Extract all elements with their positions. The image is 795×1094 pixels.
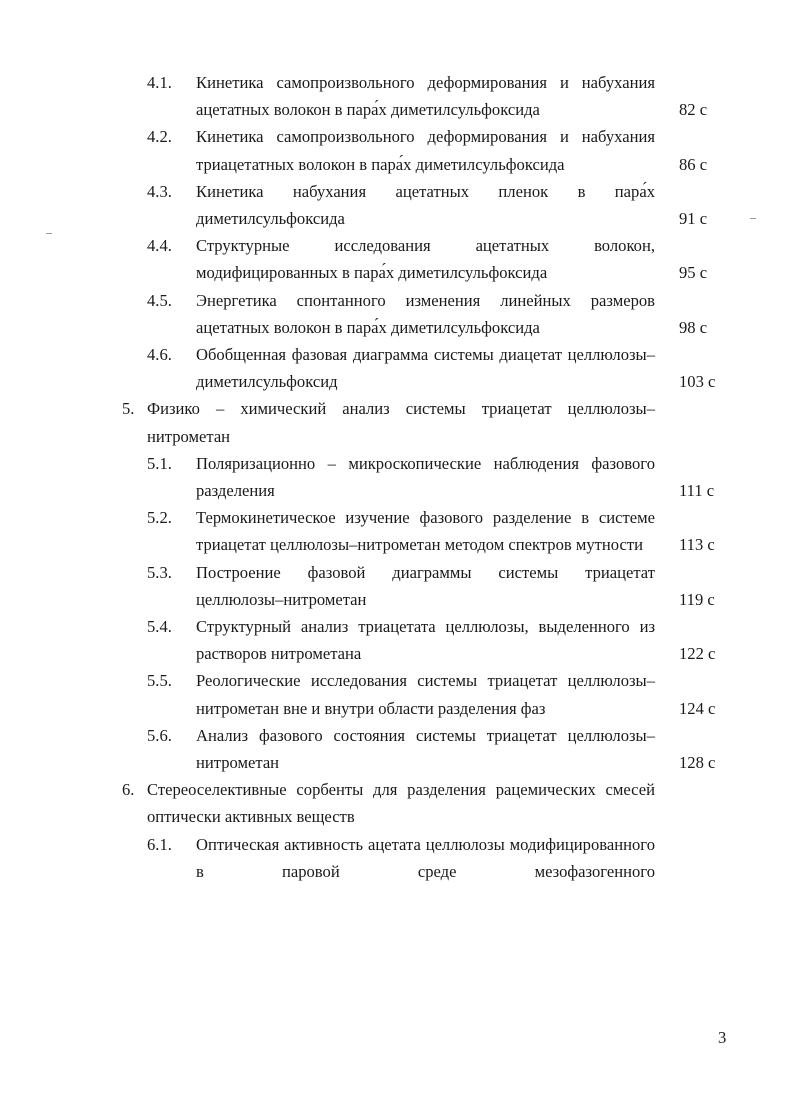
entry-title: Энергетика спонтанного изменения линейных размеров ацетатных волокон в пара́х диметилсульфоксида bbox=[196, 290, 655, 337]
toc-entry-5-1 bbox=[0, 450, 795, 504]
entry-page: 82 с bbox=[679, 100, 708, 120]
entry-title: Кинетика самопроизвольного деформирования и набухания триацетатных волокон в пара́х диметилсульфоксида bbox=[196, 127, 655, 174]
entry-number: 5.6. bbox=[147, 725, 172, 745]
toc-entry-5-3 bbox=[0, 559, 795, 613]
toc-entry-4-2 bbox=[0, 123, 795, 177]
entry-number: 5.4. bbox=[147, 617, 172, 637]
entry-number: 4.5. bbox=[147, 290, 172, 310]
toc-entry-4-5 bbox=[0, 287, 795, 341]
entry-title: Поляризационно – микроскопические наблюдения фазового разделения bbox=[196, 453, 655, 501]
entry-page: 122 с bbox=[679, 644, 716, 664]
entry-page: 128 с bbox=[679, 753, 716, 773]
entry-number: 6.1. bbox=[147, 834, 172, 854]
page-number: 3 bbox=[718, 1028, 727, 1047]
entry-title: Обобщенная фазовая диаграмма системы диацетат целлюлозы–диметилсульфоксид bbox=[196, 345, 655, 392]
toc-entry-4-1 bbox=[0, 69, 795, 123]
entry-page: 124 с bbox=[679, 698, 716, 718]
entry-title: Построение фазовой диаграммы системы триацетат целлюлозы–нитрометан bbox=[196, 562, 655, 609]
entry-number: 5.5. bbox=[147, 671, 172, 691]
entry-page: 111 с bbox=[679, 481, 715, 501]
entry-page: 91 с bbox=[679, 209, 708, 229]
entry-number: 4.1. bbox=[147, 73, 172, 92]
entry-title: Кинетика набухания ацетатных пленок в пара́х диметилсульфоксида bbox=[196, 181, 655, 229]
toc-entry-5-6 bbox=[0, 722, 795, 776]
entry-title: Оптическая активность ацетата целлюлозы модифицированного в паровой среде мезофазогенного bbox=[196, 834, 655, 881]
entry-number: 5.2. bbox=[147, 508, 172, 528]
entry-title: Термокинетическое изучение фазового разделение в системе триацетат целлюлозы–нитрометан методом спектров мутности bbox=[196, 508, 655, 555]
entry-title: Анализ фазового состояния системы триацетат целлюлозы–нитрометан bbox=[196, 725, 655, 773]
section-title: Физико – химический анализ системы триацетат целлюлозы–нитрометан bbox=[147, 399, 655, 446]
toc-entry-4-3 bbox=[0, 178, 795, 232]
entry-number: 4.3. bbox=[147, 181, 172, 201]
entry-page: 113 с bbox=[679, 535, 715, 555]
section-title: Стереоселективные сорбенты для разделения рацемических смесей оптически активных веществ bbox=[147, 780, 655, 827]
entry-page: 119 с bbox=[679, 589, 715, 609]
toc-entry-6-1 bbox=[0, 831, 795, 885]
entry-title: Структурный анализ триацетата целлюлозы, выделенного из растворов нитрометана bbox=[196, 617, 655, 664]
entry-number: 4.4. bbox=[147, 236, 172, 256]
toc-entry-5-2 bbox=[0, 504, 795, 558]
entry-page: 103 с bbox=[679, 372, 716, 392]
entry-title: Реологические исследования системы триацетат целлюлозы–нитрометан вне и внутри области разделения фаз bbox=[196, 671, 655, 718]
section-number: 6. bbox=[122, 780, 135, 800]
entry-number: 4.6. bbox=[147, 345, 172, 365]
entry-page: 95 с bbox=[679, 263, 708, 283]
entry-title: Структурные исследования ацетатных волокон, модифицированных в пара́х диметилсульфоксида bbox=[196, 236, 655, 283]
entry-title: Кинетика самопроизвольного деформирования и набухания ацетатных волокон в пара́х диметилсульфоксида bbox=[196, 73, 655, 120]
table-of-contents bbox=[0, 69, 795, 885]
toc-entry-5-5 bbox=[0, 667, 795, 721]
entry-number: 4.2. bbox=[147, 127, 172, 147]
toc-entry-5-4 bbox=[0, 613, 795, 667]
toc-entry-4-4 bbox=[0, 232, 795, 286]
entry-number: 5.3. bbox=[147, 562, 172, 582]
entry-page: 98 с bbox=[679, 317, 708, 337]
toc-section-6 bbox=[0, 776, 795, 830]
section-number: 5. bbox=[122, 399, 135, 419]
toc-entry-4-6 bbox=[0, 341, 795, 395]
entry-page: 86 с bbox=[679, 154, 708, 174]
toc-section-5 bbox=[0, 395, 795, 449]
entry-number: 5.1. bbox=[147, 453, 172, 473]
